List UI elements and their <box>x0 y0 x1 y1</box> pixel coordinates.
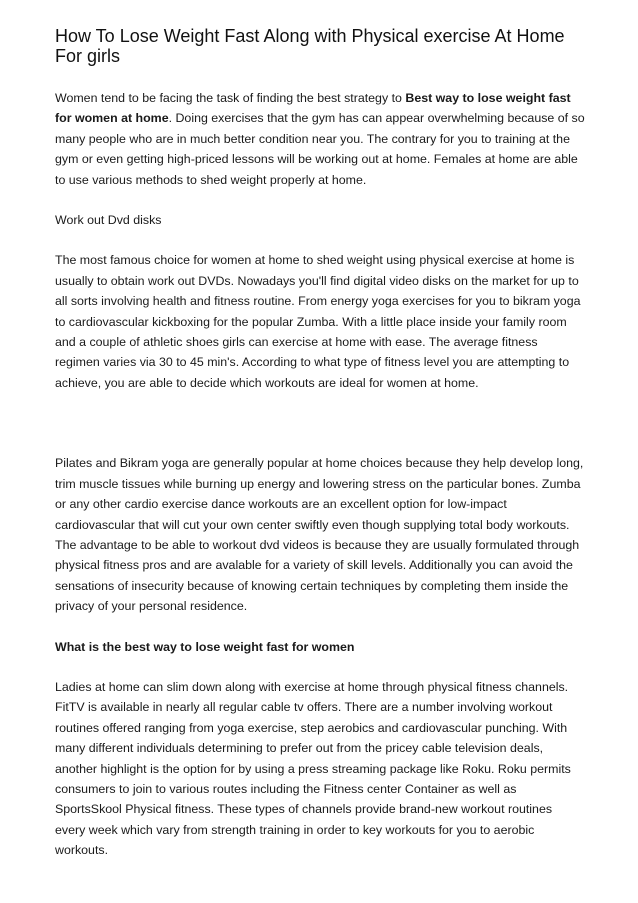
section-heading-best-way: What is the best way to lose weight fast for women <box>55 639 355 654</box>
document-page <box>55 26 585 861</box>
section-heading-workout-dvds: Work out Dvd disks <box>55 213 162 228</box>
section-paragraph-channels: Ladies at home can slim down along with exercise at home through physical fitness channels. FitTV is available in nearly all regular cable tv offers. There are a number involving workout routines offered ranging from yoga exercise, step aerobics and cardiovascular punching. With many different individuals determining to prefer out from the pricey cable television deals, another highlight is the option for by using a press streaming package like Roku. Roku permits consumers to join to various routes including the Fitness center Container as well as SportsSkool Physical fitness. These types of channels provide brand-new workout routines every week which vary from strength training in order to key workouts for you to aerobic workouts. <box>55 679 571 858</box>
page-title: How To Lose Weight Fast Along with Physical exercise At Home For girls <box>55 26 565 66</box>
intro-paragraph <box>55 88 585 190</box>
intro-text-end: . Doing exercises that the gym has can appear overwhelming because of so many people who are in much better condition near you. The contrary for you to training at the gym or even getting high-priced lessons will be working out at home. Females at home are able to use various methods to shed weight properly at home. <box>55 111 585 187</box>
intro-bold-phrase: Best way to lose weight fast for women at home <box>55 91 571 126</box>
intro-text-start: Women tend to be facing the task of finding the best strategy to <box>55 91 406 105</box>
section-paragraph-pilates: Pilates and Bikram yoga are generally popular at home choices because they help develop long, trim muscle tissues while burning up energy and lowering stress on the particular bones. Zumba or any other cardio exercise dance workouts are an excellent option for low-impact cardiovascular that will cut your own center swiftly even though supplying total body workouts. The advantage to be able to workout dvd videos is because they are usually formulated through physical fitness pros and are avalable for a variety of skill levels. Additionally you can avoid the sensations of insecurity because of knowing certain techniques by completing them inside the privacy of your personal residence. <box>55 456 584 614</box>
section-paragraph-dvds: The most famous choice for women at home to shed weight using physical exercise at home is usually to obtain work out DVDs. Nowadays you'll find digital video disks on the market for up to all sorts involving health and fitness routine. From energy yoga exercises for you to bikram yoga to cardiovascular kickboxing for the popular Zumba. With a little place inside your family room and a couple of athletic shoes girls can exercise at home with ease. The average fitness regimen varies via 30 to 45 min's. According to what type of fitness level you are attempting to achieve, you are able to decide which workouts are ideal for women at home. <box>55 253 581 390</box>
